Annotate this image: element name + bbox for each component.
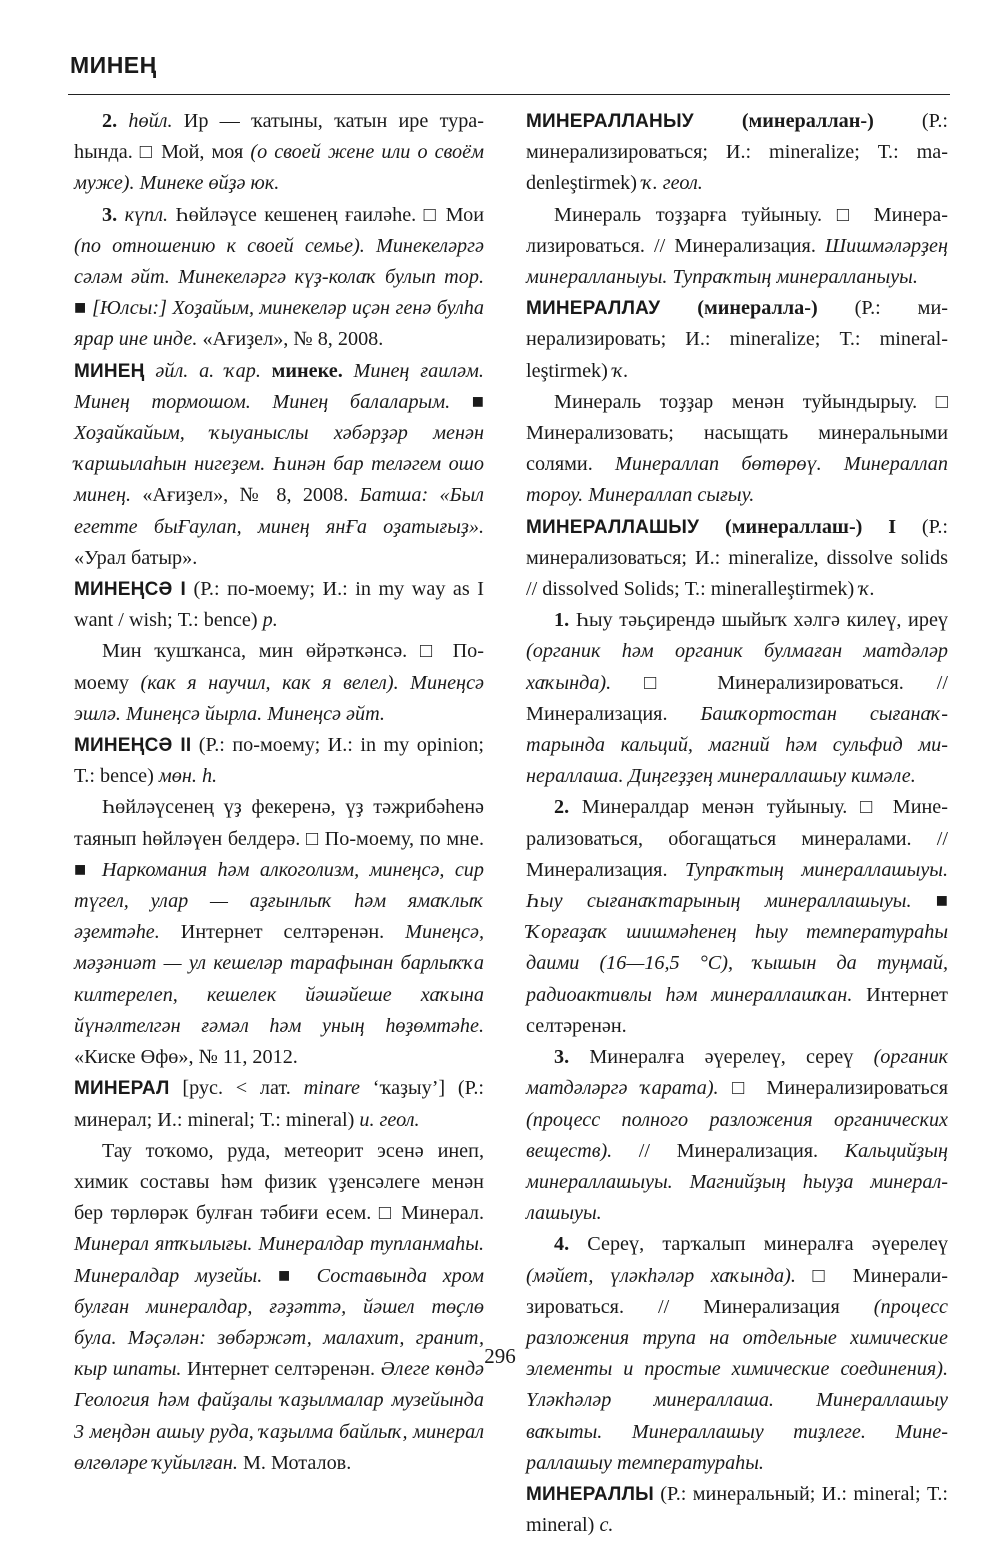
body-text: Минераль тоҙҙарға туйыныу. □ Минерализироваться. // Минерализация. <box>526 203 948 257</box>
right-column <box>526 106 948 1541</box>
body-text: □ Минерализироваться. // Минерализация. <box>526 671 948 725</box>
bold-text: минеке. <box>271 359 343 382</box>
italic-text: с. <box>599 1514 614 1537</box>
bold-text: 4. <box>554 1233 588 1256</box>
headword: МИНЕРАЛЛАУ <box>526 298 661 320</box>
body-text: □ Минерализироваться. // Минерализация <box>526 1264 949 1318</box>
body-text: Һөйләүсенең үҙ фекеренә, үҙ тәжрибәһенә таянып һөйләүен белдерә. □ По-моему, по мне. ■ <box>74 796 484 881</box>
body-text: ‘ҡаҙыу’] (Р.: минерал; И.: mineral; Т.: mineral) <box>74 1077 484 1131</box>
body-text: ■ <box>74 297 92 320</box>
headword: МИНЕРАЛЛАШЫУ <box>526 516 700 538</box>
italic-text: әйл. а. ҡар. <box>155 359 261 382</box>
body-text <box>699 516 725 538</box>
italic-text: (о своей жене или о своём муже). Минеке өйҙә юк. <box>74 141 484 195</box>
page-number: 296 <box>484 1344 516 1368</box>
italic-text: р. <box>262 609 278 632</box>
body-text <box>261 360 272 382</box>
body-text: Интернет селтәренән. <box>159 921 406 944</box>
entry-paragraph <box>74 106 484 200</box>
body-text: «Ағиҙел», № 8, 2008. <box>131 484 360 507</box>
body-text: (Р.: минерализировать; И.: mineralize; Т.: mineralleştirmek) <box>526 297 948 382</box>
entry-paragraph <box>74 574 484 636</box>
headword: МИНЕҢСӘ I <box>74 579 186 601</box>
body-text <box>694 110 742 132</box>
body-text: Тау тоҡомо, руда, метеорит эсенә инеп, химик составы һәм физик үҙенсәлеге менән бер төрлөрәк булған тәбиғи есем. □ Минерал. <box>74 1139 484 1225</box>
bold-text: 2. <box>102 110 129 132</box>
body-text: (Р.: по-моему; И.: in my opinion; Т.: bence) <box>74 734 485 788</box>
italic-text: Батша: «Был егетте быҒаулап, минең янҒа оҙатығыҙ». <box>74 484 484 538</box>
headword: МИНЕРАЛ <box>74 1078 170 1100</box>
body-text: М. Моталов. <box>237 1451 352 1474</box>
body-text: «Киске Өфө», № 11, 2012. <box>74 1046 298 1069</box>
italic-text: ҡ. <box>612 359 629 382</box>
italic-text: minare <box>303 1077 361 1100</box>
entry-paragraph <box>526 512 948 606</box>
entry-paragraph <box>526 1479 948 1541</box>
headword: МИНЕҢ <box>74 360 145 382</box>
entry-paragraph <box>74 200 484 356</box>
body-text: □ Минерализироваться <box>718 1077 949 1100</box>
body-text: «Ағиҙел», № 8, 2008. <box>197 328 384 351</box>
body-text: Минералдар менән туйыныу. □ Минерализоваться, обогащаться минералами. // Минерализация. <box>526 796 948 881</box>
body-text: // Минерализация. <box>612 1139 845 1162</box>
italic-text: Минең ғаиләм. Минең тормошом. Минең балаларым. <box>74 359 484 413</box>
italic-text: (процесс разложения трупа на отдельные химические элементы и простые химические соединения). Үләкһәләр минераллаша. Минераллашыу ваҡыты. Минераллашыу тиҙлеге. Минераллашыу температураһы. <box>526 1295 948 1474</box>
entry-paragraph <box>526 1042 948 1229</box>
bold-text: 2. <box>554 796 582 819</box>
italic-text: Башҡортостан сығанаҡтарында кальций, магний һәм сульфид минераллаша. Диңгеҙҙең минераллашыу кимәле. <box>526 702 948 788</box>
entry-paragraph <box>74 730 484 792</box>
body-text: Мин ҡушҡанса, мин өйрәткәнсә. □ Помоему <box>74 640 484 694</box>
italic-text: Минерал ятҡылығы. Минералдар тупланмаһы. Минералдар музейы. <box>74 1233 484 1287</box>
italic-text: ҡ. геол. <box>642 172 703 195</box>
italic-text: Әлеге көндә Геология һәм файҙалы ҡаҙылмалар музейында 3 меңдән ашыу руда, ҡаҙылма байлыҡ, минерал өлгөләре ҡуйылған. <box>74 1358 484 1474</box>
italic-text: мөн. һ. <box>158 765 218 788</box>
entry-paragraph <box>74 356 484 574</box>
body-text: (Р.: по-моему; И.: in my way as I want / wish; Т.: bence) <box>74 578 484 632</box>
italic-text: (как я научил, как я велел). Минеңсә эшлә. Минеңсә йырла. Минеңсә әйт. <box>74 671 484 725</box>
body-text: (Р.: минерализоваться; И.: mineralize, dissolve solids // dissolved Solids; Т.: mineralleştirmek) <box>526 515 948 601</box>
italic-text: һөйл. <box>128 110 173 132</box>
body-text: Һыу тәьҫирендә шыйыҡ хәлгә килеү, иреү <box>575 609 948 632</box>
body-text: ■ <box>262 1264 317 1287</box>
body-text: ■ <box>911 890 948 913</box>
italic-text: Шишмәләрҙең минералланыуы. Тупраҡтың минералланыуы. <box>526 234 948 289</box>
body-text: Сереү, тарҡалып минералға әүерелеү <box>587 1233 948 1256</box>
italic-text: Минеңсә, мәҙәниәт — ул кешеләр тарафынан барлыҡҡа килтерелеп, кешелек йәшәйеше хаҡына йүнәлтелгән ғәмәл һәм уның һөҙөмтәһе. <box>74 921 484 1037</box>
body-text: Интернет селтәренән. <box>181 1358 381 1381</box>
italic-text: Составында хром булған минералдар, ғәҙәттә, йәшел төҫлө була. Мәҫәлән: зөбәржәт, малахит, гранит, кыр шпаты. <box>74 1264 484 1381</box>
bold-text: 1. <box>554 609 576 632</box>
entry-paragraph <box>74 636 484 730</box>
entry-paragraph <box>526 387 948 512</box>
body-text <box>343 360 354 382</box>
italic-text: (процесс полного разложения органических веществ). <box>526 1108 948 1162</box>
headword: МИНЕҢСӘ II <box>74 735 192 757</box>
entry-paragraph <box>526 293 948 387</box>
bold-text: 3. <box>102 203 125 226</box>
entry-paragraph <box>74 1073 484 1135</box>
body-text: Һөйләүсе кешенең ғаиләһе. □ Мои <box>168 203 484 226</box>
entry-paragraph <box>526 200 948 294</box>
running-head: МИНЕҢ <box>70 52 157 78</box>
italic-text: Хоҙайкайым, ҡыуаныслы хәбәрҙәр менән ҡаршылаһын нигеҙем. Һинән бар теләгем ошо минең. <box>74 422 484 507</box>
italic-text: Ҡорғаҙаҡ шишмәһенең һыу температураһы даими (16—16,5 °С), ҡышын да туңмай, радиоактивлы һәм минераллашҡан. <box>526 921 948 1006</box>
italic-text: [Юлсы:] Хоҙайым, минекеләр иҫән генә булһа ярар ине инде. <box>74 297 484 351</box>
body-text <box>145 360 156 382</box>
body-text: (Р.: минерализироваться; И.: mineralize; Т.: madenleştirmek) <box>526 110 948 195</box>
italic-text: Кальцийҙың минераллашыуы. Магнийҙың һыуҙа минераллашыуы. <box>526 1139 948 1225</box>
italic-text: и. геол. <box>359 1108 420 1131</box>
entry-paragraph <box>74 792 484 1073</box>
italic-text: күпл. <box>124 203 169 226</box>
body-text: «Урал батыр». <box>74 546 198 569</box>
italic-text: (органик матдәләргә ҡарата). <box>526 1046 948 1100</box>
body-text: Ир — ҡатыны, ҡатын ире тураһында. □ Мой, моя <box>74 110 485 164</box>
body-text: [рус. < лат. <box>169 1077 304 1100</box>
bold-text: (минераллаш-) I <box>724 515 897 538</box>
bold-text: (минeралла-) <box>697 297 818 320</box>
italic-text: ҡ. <box>859 578 875 601</box>
body-text: ■ <box>450 390 484 413</box>
bold-text: (минераллан-) <box>741 110 874 132</box>
italic-text: Тупраҡтың минераллашыуы. Һыу сығанаҡтарының минераллашыуы. <box>526 858 949 913</box>
bold-text: 3. <box>554 1046 590 1069</box>
body-text <box>660 297 697 319</box>
italic-text: (по отношению к своей семье). Минекеләргә сәләм әйт. Минекеләргә күҙ-колаҡ булып тор. <box>74 234 484 289</box>
entry-paragraph <box>526 106 948 200</box>
italic-text: (органик һәм органик булмаған матдәләр хаҡында). <box>526 640 948 694</box>
entry-paragraph <box>74 1136 484 1479</box>
italic-text: Наркомания һәм алкоголизм, минеңсә, сир түгел, улар — аҙғынлыҡ һәм ямаҡлыҡ әҙемтәһе. <box>74 858 484 944</box>
headword: МИНЕРАЛЛЫ <box>526 1483 654 1505</box>
header-rule <box>68 94 950 95</box>
italic-text: Минераллап бөтөрөү. Минераллап тороу. Минераллап сығыу. <box>526 453 948 507</box>
entry-paragraph <box>526 605 948 792</box>
body-text: Минералға әүерелеү, сереү <box>589 1046 874 1069</box>
italic-text: (мәйет, үләкһәләр хаҡында). <box>526 1264 796 1287</box>
body-text: (Р.: минеральный; И.: mineral; Т.: mineral) <box>526 1482 948 1537</box>
left-column <box>74 106 484 1479</box>
body-text: Интернет селтәренән. <box>526 983 948 1037</box>
body-text: Минераль тоҙҙар менән туйындырыу. □ Минерализовать; насыщать минеральными солями. <box>526 390 948 476</box>
entry-paragraph <box>526 792 948 1042</box>
headword: МИНЕРАЛЛАНЫУ <box>526 111 694 132</box>
